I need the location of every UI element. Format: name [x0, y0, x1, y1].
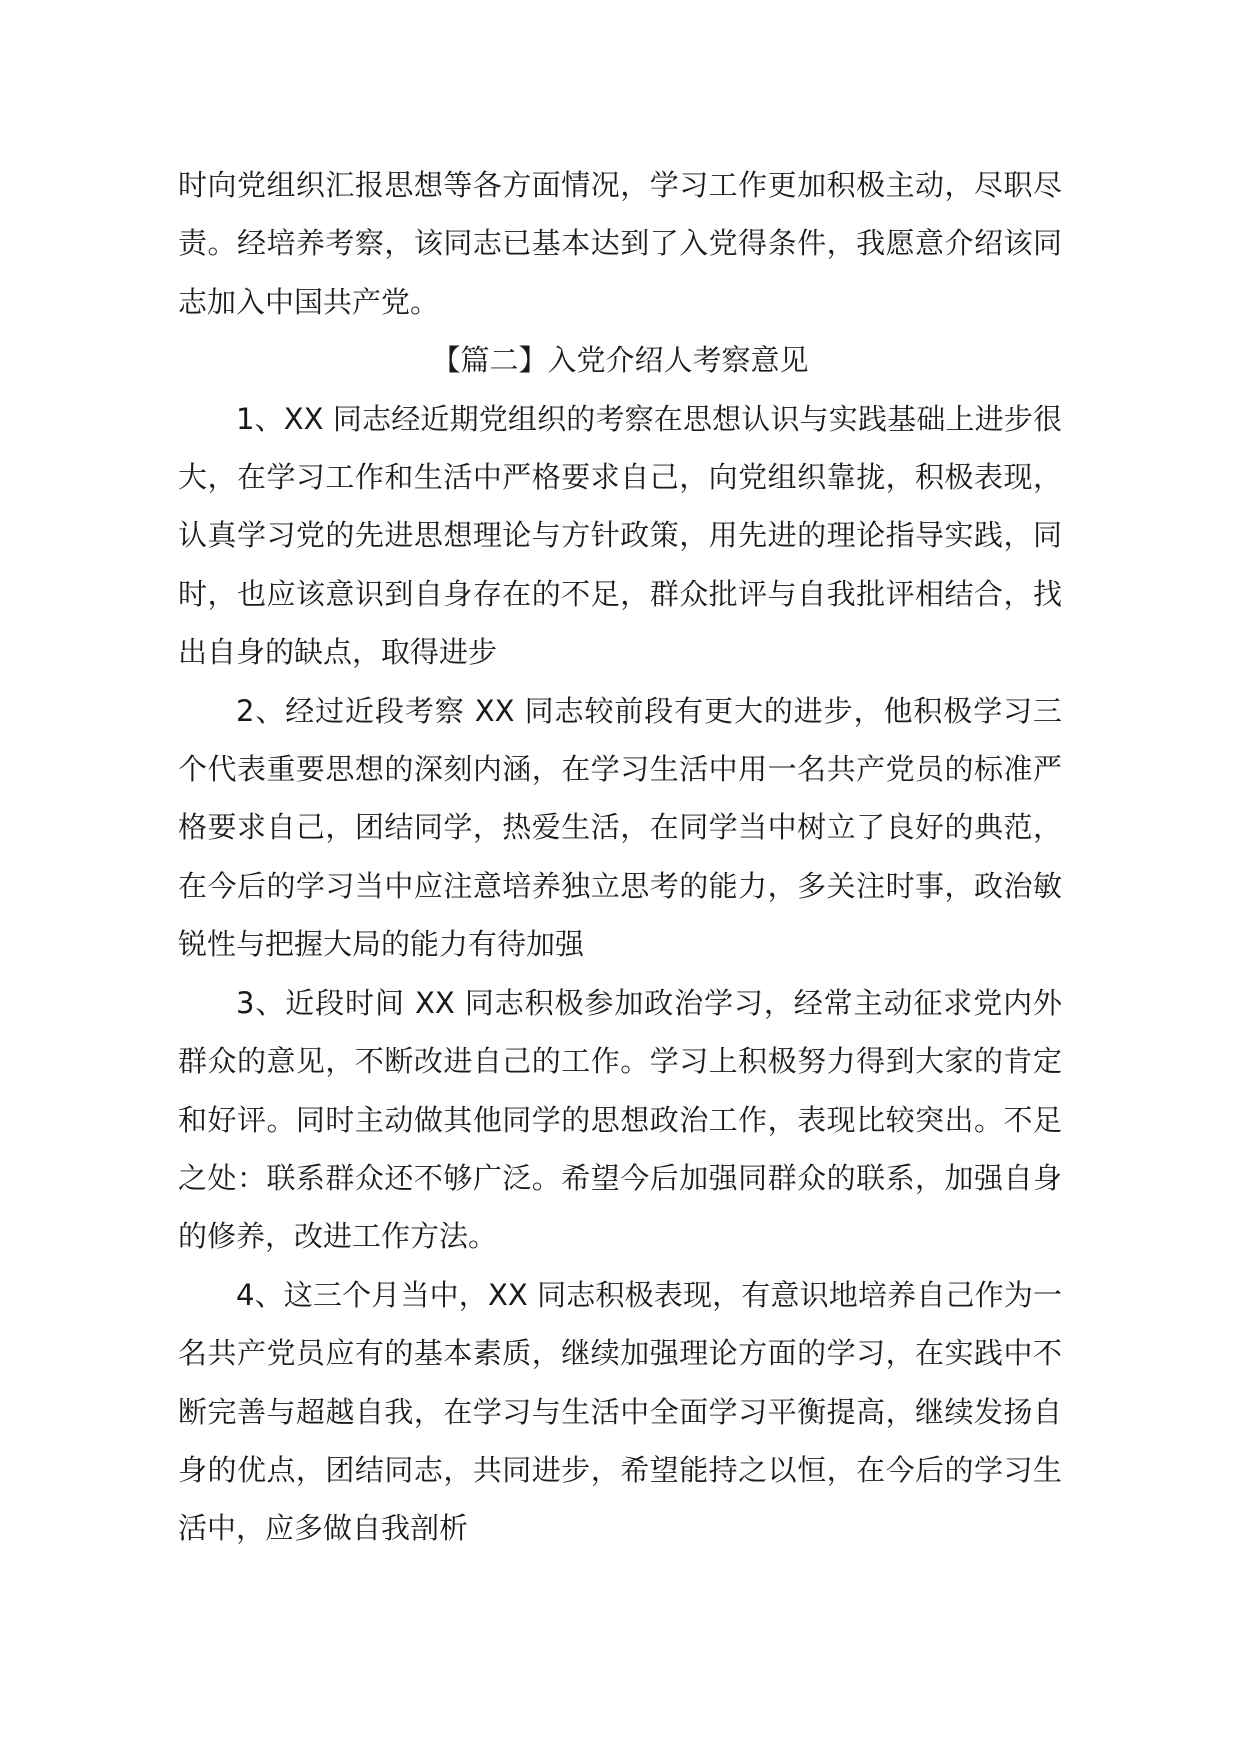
- opinion-item-1: 1、XX 同志经近期党组织的考察在思想认识与实践基础上进步很大，在学习工作和生活中严格要求自己，向党组织靠拢，积极表现，认真学习党的先进思想理论与方针政策，用先进的理论指导实践，同时，也应该意识到自身存在的不足，群众批评与自我批评相结合，找出自身的缺点，取得进步: [178, 401, 1062, 670]
- opinion-item-2: 2、经过近段考察 XX 同志较前段有更大的进步，他积极学习三个代表重要思想的深刻内涵，在学习生活中用一名共产党员的标准严格要求自己，团结同学，热爱生活，在同学当中树立了良好的典范，在今后的学习当中应注意培养独立思考的能力，多关注时事，政治敏锐性与把握大局的能力有待加强: [178, 693, 1062, 962]
- document-body: [178, 156, 1062, 1558]
- opinion-item-3: 3、近段时间 XX 同志积极参加政治学习，经常主动征求党内外群众的意见，不断改进自己的工作。学习上积极努力得到大家的肯定和好评。同时主动做其他同学的思想政治工作，表现比较突出。不足之处：联系群众还不够广泛。希望今后加强同群众的联系，加强自身的修养，改进工作方法。: [178, 985, 1062, 1254]
- opinion-item-4: 4、这三个月当中，XX 同志积极表现，有意识地培养自己作为一名共产党员应有的基本素质，继续加强理论方面的学习，在实践中不断完善与超越自我，在学习与生活中全面学习平衡提高，继续发扬自身的优点，团结同志，共同进步，希望能持之以恒，在今后的学习生活中，应多做自我剖析: [178, 1277, 1062, 1546]
- intro-paragraph: 时向党组织汇报思想等各方面情况，学习工作更加积极主动，尽职尽责。经培养考察，该同志已基本达到了入党得条件，我愿意介绍该同志加入中国共产党。: [178, 168, 1062, 319]
- section-heading: 【篇二】入党介绍人考察意见: [431, 343, 809, 378]
